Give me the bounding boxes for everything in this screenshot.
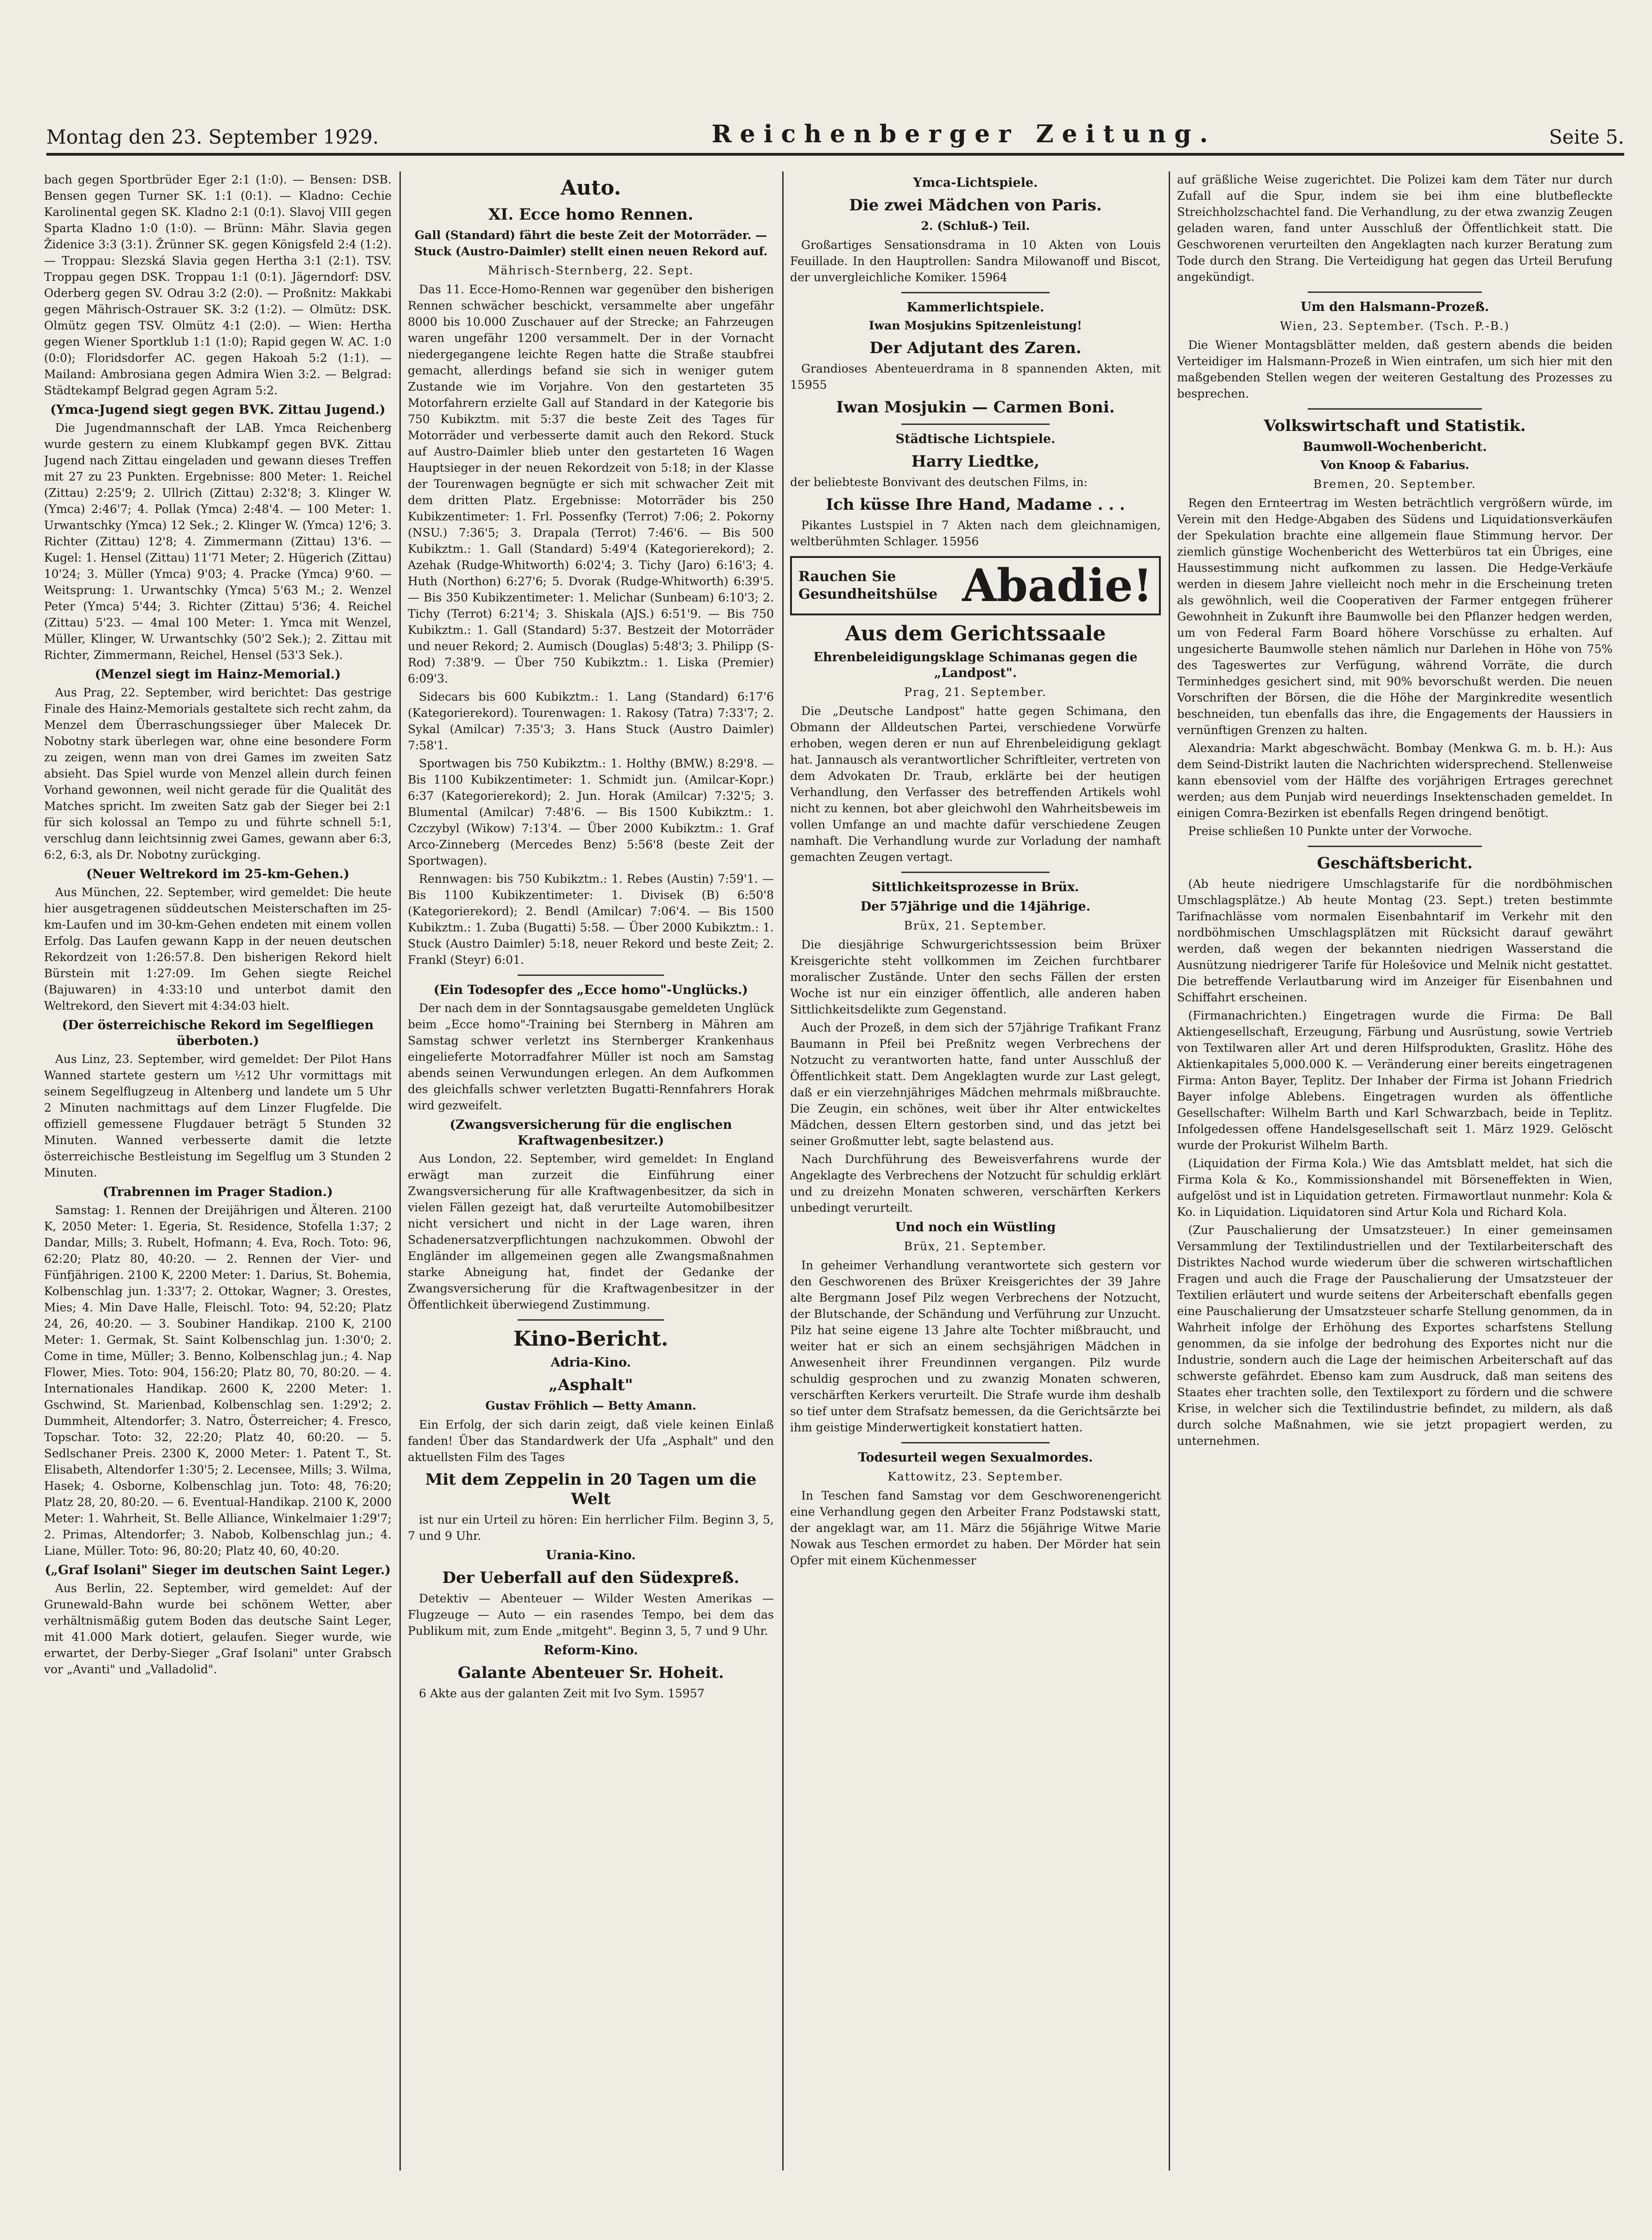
film-cast: Iwan Mosjukin — Carmen Boni. bbox=[836, 398, 1115, 417]
paragraph: Sidecars bis 600 Kubikztm.: 1. Lang (Standard) 6:17'6 (Kategorierekord). Tourenwagen: 1. Rakosy (Tatra) 7:33'7; 2. Sykal (Amilcar) 7:35'3; 3. Hans Stuck (Austro Daimler) 7:58'1. bbox=[408, 690, 774, 752]
paragraph: (Firmanachrichten.) Eingetragen wurde die Firma: De Ball Aktiengesellschaft, Erzeugung, Färbung und Ausrüstung, sowie Vertrieb von Textilwaren aller Art und deren Hilfsprodukten, Graslitz. Höhe des Aktienkapitales 5,000.000 K. — Veränderung einer bereits eingetragenen Firma: Anton Bayer, Teplitz. Der Inhaber der Firma ist Johann Friedrich Bayer infolge Ablebens. Eingetragen wurden als öffentliche Gesellschafter: Wilhelm Barth und Karl Schwarzbach, beide in Teplitz. Infolgedessen offene Handelsgesellschaft seit 1. März 1929. Gelöscht wurde der Prokurist Wilhelm Barth. bbox=[1177, 1009, 1613, 1152]
article-heading: Sittlichkeitsprozesse in Brüx. bbox=[872, 880, 1079, 894]
paragraph: Detektiv — Abenteuer — Wilder Westen Amerikas — Flugzeuge — Auto — ein rasendes Tempo, bei dem das Publikum mit, zum Ende „mitgeht". Beginn 3, 5, 7 und 9 Uhr. bbox=[408, 1592, 774, 1638]
paragraph: Aus Berlin, 22. September, wird gemeldet: Auf der Grunewald-Bahn wurde bei schönem Wetter, aber verhältnismäßig gutem Boden das deutsche Saint Leger, mit 41.000 Mark dotiert, gelaufen. Sieger wurde, wie erwartet, der Derby-Sieger „Graf Isolani" unter Grabsch vor „Avanti" und „Valladolid". bbox=[44, 1582, 392, 1676]
ad-text: Rauchen Sie bbox=[798, 569, 896, 585]
paragraph: bach gegen Sportbrüder Eger 2:1 (1:0). — Bensen: DSB. Bensen gegen Turner SK. 1:1 (0:1). — Kladno: Cechie Karolinental gegen SK. Kladno 2:1 (0:1). Slavoj VIII gegen Sparta Kladno 1:0 (1:0). — Brünn: Mähr. Slavia gegen Židenice 3:3 (3:1). Žrünner SK. gegen Königsfeld 2:4 (1:2). — Troppau: Slezská Slavia gegen Hertha 3:1 (2:1). TSV. Troppau gegen DSK. Troppau 1:1 (0:1). Jägerndorf: DSV. Oderberg gegen SV. Odrau 3:2 (2:0). — Proßnitz: Makkabi gegen Mährisch-Ostrauer SK. 3:2 (1:2). — Olmütz: DSK. Olmütz gegen TSV. Olmütz 4:1 (2:0). — Wien: Hertha gegen Wiener Sportklub 1:1 (1:0); Rapid gegen W. AC. 1:0 (0:0); Floridsdorfer AC. gegen Hakoah 5:2 (1:1). — Mailand: Ambrosiana gegen Admira Wien 3:2. — Belgrad: Städtekampf Belgrad gegen Agram 5:2. bbox=[44, 173, 392, 397]
page-number: Seite 5. bbox=[1549, 126, 1624, 148]
section-heading: Volkswirtschaft und Statistik. bbox=[1264, 417, 1526, 435]
article-heading: (Zwangsversicherung für die englischen Kraftwagenbesitzer.) bbox=[449, 1118, 732, 1148]
separator bbox=[901, 292, 1050, 293]
dateline: Wien, 23. September. (Tsch. P.-B.) bbox=[1280, 319, 1510, 333]
article-heading: Um den Halsmann-Prozeß. bbox=[1300, 300, 1489, 314]
film-title: Galante Abenteuer Sr. Hoheit. bbox=[457, 1664, 724, 1682]
abadie-advertisement bbox=[790, 556, 1161, 615]
dateline: Kattowitz, 23. September. bbox=[887, 1470, 1063, 1483]
paragraph: Nach Durchführung des Beweisverfahrens wurde der Angeklagte des Verbrechens der Notzucht für schuldig erklärt und zu dreizehn Monaten schweren, verschärften Kerkers unbedingt verurteilt. bbox=[790, 1152, 1161, 1215]
column-3 bbox=[790, 171, 1161, 2170]
paragraph: Die diesjährige Schwurgerichtssession beim Brüxer Kreisgerichte steht vollkommen im Zeichen furchtbarer moralischer Zustände. Unter den sechs Fällen der ersten Woche ist nur ein einziger öffentlich, alle anderen haben Sittlichkeitsdelikte zum Gegenstand. bbox=[790, 938, 1161, 1016]
paragraph: Sportwagen bis 750 Kubikztm.: 1. Holthy (BMW.) 8:29'8. — Bis 1100 Kubikzentimeter: 1. Schmidt jun. (Amilcar-Kopr.) 6:37 (Kategorierekord); 2. Jun. Horak (Amilcar) 7:32'5; 3. Blumental (Amilcar) 7:48'6. — Bis 1500 Kubikztm.: 1. Czczybyl (Wikow) 7:13'4. — Über 2000 Kubikztm.: 1. Graf Arco-Zinneberg (Mercedes Benz) 5:56'8 (beste Zeit der Sportwagen). bbox=[408, 757, 774, 867]
paragraph: Samstag: 1. Rennen der Dreijährigen und Älteren. 2100 K, 2050 Meter: 1. Egeria, St. Residence, Stofella 1:37; 2 Dandar, Mills; 3. Rubelt, Hofmann; 4. Eva, Roch. Toto: 96, 62:20; Platz 80, 40:20. — 2. Rennen der Vier- und Fünfjährigen. 2100 K, 2200 Meter: 1. Darius, St. Bohemia, Kolbenschlag jun. 1:33'7; 2. Ottokar, Wagner; 3. Orestes, Mies; 4. Min Dave Halle, Fleischl. Toto: 94, 52:20; Platz 24, 26, 40:20. — 3. Soubiner Handikap. 2100 K, 2100 Meter: 1. Germak, St. Saint Kolbenschlag jun. 1:30'0; 2. Come in time, Müller; 3. Benno, Kolbenschlag jun.; 4. Nap Flower, Mies. Toto: 904, 156:20; Platz 80, 70, 80:20. — 4. Internationales Handikap. 2600 K, 2200 Meter: 1. Gschwind, St. Marienbad, Kolbenschlag sen. 1:29'2; 2. Dummheit, Altendorfer; 3. Natro, Österreicher; 4. Fresco, Topschar. Toto: 32, 22:20; Platz 40, 60:20. — 5. Sedlschaner Preis. 2300 K, 2000 Meter: 1. Patent T., St. Elisabeth, Altendorfer 1:30'5; 2. Lecensee, Mills; 3. Wilma, Hasek; 4. Osborne, Kolbenschlag jun. Toto: 48, 76:20; Platz 28, 20, 80:20. — 6. Eventual-Handikap. 2100 K, 2000 Meter: 1. Wahrheit, St. Belle Alliance, Winkelmaier 1:29'7; 2. Primas, Altendorfer; 3. Nabob, Kolbenschlag jun.; 4. Liane, Müller. Toto: 96, 80:20; Platz 40, 60, 40:20. bbox=[44, 1203, 392, 1557]
paragraph: In Teschen fand Samstag vor dem Geschworenengericht eine Verhandlung gegen den Arbeiter Franz Podstawski statt, der angeklagt war, am 11. März die 56jährige Witwe Marie Nowak aus Teschen ermordet zu haben. Der Mörder hat sein Opfer mit einem Küchenmesser bbox=[790, 1489, 1161, 1567]
paragraph: Preise schließen 10 Punkte unter der Vorwoche. bbox=[1188, 824, 1472, 838]
separator bbox=[1308, 291, 1482, 293]
paragraph: (Ab heute niedrigere Umschlagstarife für die nordböhmischen Umschlagsplätze.) Ab heute Montag (23. Sept.) treten bestimmte Tarifnachlässe vom normalen Eisenbahntarif im Verkehr mit den nordböhmischen Umschlagsplätzen mit Rücksicht darauf gewährt werden, daß wegen der bekannten niedrigen Wasserstand die Ausnützung niedrigerer Tarife für Holešovice und Melnik nicht gestattet. Die betreffende Verlautbarung wird im Anzeiger für Eisenbahnen und Schiffahrt erscheinen. bbox=[1177, 877, 1613, 1004]
article-heading: (Menzel siegt im Hainz-Memorial.) bbox=[95, 667, 341, 682]
section-heading: Auto. bbox=[560, 176, 621, 200]
separator bbox=[518, 1319, 664, 1321]
ad-text: Gesundheitshülse bbox=[798, 586, 938, 602]
film-subtitle: 2. (Schluß-) Teil. bbox=[921, 219, 1030, 233]
film-cast: Gustav Fröhlich — Betty Amann. bbox=[485, 1399, 696, 1412]
film-star: Harry Liedtke, bbox=[911, 452, 1040, 471]
column-2 bbox=[408, 171, 774, 2170]
paragraph: auf gräßliche Weise zugerichtet. Die Polizei kam dem Täter nur durch Zufall auf die Spur, indem sie bei ihm eine blutbefleckte Streichholzschachtel fand. Die Verhandlung, zu der etwa zwanzig Zeugen geladen waren, fand unter Ausschluß der Öffentlichkeit statt. Die Geschworenen verurteilten den Angeklagten nach kurzer Beratung zum Tode durch den Strang. Die Verteidigung hat gegen das Urteil Berufung angekündigt. bbox=[1177, 173, 1613, 284]
paragraph: Aus Linz, 23. September, wird gemeldet: Der Pilot Hans Wanned startete gestern um ½12 Uhr vormittags mit seinem Segelflugzeug in Altenberg und landete um 5 Uhr 2 Minuten nachmittags auf dem Linzer Flugfelde. Die offiziell gemessene Flugdauer beträgt 5 Stunden 32 Minuten. Wanned verbesserte damit die letzte österreichische Bestleistung im Segelflug um 3 Stunden 2 Minuten. bbox=[44, 1052, 392, 1179]
paragraph: Die Wiener Montagsblätter melden, daß gestern abends die beiden Verteidiger im Halsmann-Prozeß in Wien eintrafen, um sich hier mit den maßgebenden Stellen wegen der weiteren Gestaltung des Prozesses zu besprechen. bbox=[1177, 338, 1613, 400]
separator bbox=[1308, 408, 1482, 410]
paragraph: Aus London, 22. September, wird gemeldet: In England erwägt man zurzeit die Einführung einer Zwangsversicherung für alle Kraftwagenbesitzer, da sich in vielen Fällen gezeigt hat, daß verurteilte Automobilbesitzer nicht versichert und nicht in der Lage waren, ihren Schadenersatzverpflichtungen nachzukommen. Obwohl der Engländer im allgemeinen gegen alle Zwangsmaßnahmen starke Abneigung hat, findet der Gedanke der Zwangsversicherung für die Kraftwagenbesitzer in der Öffentlichkeit überwiegend Zustimmung. bbox=[408, 1152, 774, 1311]
cinema-name: Urania-Kino. bbox=[545, 1548, 636, 1563]
dateline: Brüx, 21. September. bbox=[904, 1240, 1047, 1253]
masthead bbox=[46, 111, 1624, 156]
film-title: Der Adjutant des Zaren. bbox=[869, 339, 1082, 357]
newspaper-title: Reichenberger Zeitung. bbox=[711, 120, 1216, 148]
paragraph: der beliebteste Bonvivant des deutschen Films, in: bbox=[790, 475, 1088, 489]
article-heading: (Ein Todesopfer des „Ecce homo"-Unglücks.) bbox=[433, 983, 748, 997]
column-rule bbox=[782, 171, 784, 2170]
cinema-name: Reform-Kino. bbox=[544, 1643, 638, 1658]
paragraph: Die „Deutsche Landpost" hatte gegen Schimana, den Obmann der Alldeutschen Partei, verschiedene Vorwürfe erhoben, wegen deren er nun auf Ehrenbeleidigung geklagt hat. Jannausch als verantwortlicher Schriftleiter, vertreten von dem Advokaten Dr. Traub, erklärte bei der heutigen Verhandlung, den Verfasser des betreffenden Artikels wohl nicht zu kennen, bot aber gleichwohl den Wahrheitsbeweis im vollen Umfange an und machte dafür verschiedene Zeugen namhaft. Die Verhandlung wurde zur Vorladung der namhaft gemachten Zeugen vertagt. bbox=[790, 704, 1161, 864]
cinema-name: Ymca-Lichtspiele. bbox=[913, 176, 1038, 190]
cinema-name: Kammerlichtspiele. bbox=[906, 300, 1044, 315]
paragraph: Pikantes Lustspiel in 7 Akten nach dem gleichnamigen, weltberühmten Schlager. 15956 bbox=[790, 519, 1161, 548]
paragraph: Grandioses Abenteuerdrama in 8 spannenden Akten, mit 15955 bbox=[790, 362, 1161, 392]
article-heading: Und noch ein Wüstling bbox=[895, 1220, 1056, 1234]
film-title: „Asphalt" bbox=[549, 1376, 633, 1394]
paragraph: Ein Erfolg, der sich darin zeigt, daß viele keinen Einlaß fanden! Über das Standardwerk der Ufa „Asphalt" und den aktuellsten Film des Tages bbox=[408, 1418, 774, 1464]
film-title: Ich küsse Ihre Hand, Madame . . . bbox=[826, 495, 1125, 514]
section-heading: Geschäftsbericht. bbox=[1317, 854, 1473, 873]
film-title: Die zwei Mädchen von Paris. bbox=[849, 196, 1102, 215]
column-4 bbox=[1177, 171, 1613, 2170]
separator bbox=[1308, 846, 1482, 847]
article-heading: (Neuer Weltrekord im 25-km-Gehen.) bbox=[86, 867, 350, 881]
cinema-name: Städtische Lichtspiele. bbox=[895, 432, 1056, 446]
article-subtitle: Gall (Standard) fährt die beste Zeit der Motorräder. — Stuck (Austro-Daimler) stellt einen neuen Rekord auf. bbox=[414, 228, 768, 258]
separator bbox=[901, 872, 1050, 873]
cinema-name: Adria-Kino. bbox=[551, 1355, 631, 1370]
section-heading: Kino-Bericht. bbox=[513, 1327, 669, 1351]
byline: Von Knoop & Fabarius. bbox=[1320, 458, 1469, 472]
film-title: Mit dem Zeppelin in 20 Tagen um die Welt bbox=[425, 1470, 757, 1508]
film-tagline: Iwan Mosjukins Spitzenleistung! bbox=[869, 319, 1082, 332]
paragraph: Aus Prag, 22. September, wird berichtet: Das gestrige Finale des Hainz-Memorials gestaltete sich recht zahm, da Menzel dem Überraschungssieger über Malecek Dr. Nobotny stark überlegen war, ohne eine besondere Form zu zeigen, wenn man von drei Games im zweiten Satz absieht. Das Spiel wurde von Menzel allein durch feinen Vorhand gewonnen, weil nicht gerade für die Qualität des Matches spricht. Im zweiten Satz gab der Sieger bei 2:1 für sich kolossal an Tempo zu und führte schnell 5:1, verschlug dann leichtsinnig zwei Games, gewann aber 6:3, 6:2, 6:3, als Dr. Nobotny zurückging. bbox=[44, 686, 392, 861]
paragraph: Rennwagen: bis 750 Kubikztm.: 1. Rebes (Austin) 7:59'1. — Bis 1100 Kubikzentimeter: 1. Divisek (B) 6:50'8 (Kategorierekord); 2. Bendl (Amilcar) 7:06'4. — Bis 1500 Kubikztm.: 1. Zuba (Bugatti) 5:58. — Über 2000 Kubikztm.: 1. Stuck (Austro Daimler) 5:18, neuer Rekord und beste Zeit; 2. Frankl (Steyr) 6:01. bbox=[408, 872, 774, 967]
paragraph: Großartiges Sensationsdrama in 10 Akten von Louis Feuillade. In den Hauptrollen: Sandra Milowanoff und Biscot, der unvergleichliche Komiker. 15964 bbox=[790, 238, 1161, 284]
issue-date: Montag den 23. September 1929. bbox=[46, 126, 379, 148]
column-rule bbox=[399, 171, 401, 2170]
article-subheading: Der 57jährige und die 14jährige. bbox=[860, 899, 1091, 914]
paragraph: 6 Akte aus der galanten Zeit mit Ivo Sym. 15957 bbox=[419, 1687, 705, 1700]
ad-brand: Abadie! bbox=[962, 559, 1152, 612]
dateline: Prag, 21. September. bbox=[904, 685, 1047, 699]
dateline: Mährisch-Sternberg, 22. Sept. bbox=[487, 264, 694, 277]
column-1 bbox=[44, 171, 392, 2170]
paragraph: In geheimer Verhandlung verantwortete sich gestern vor den Geschworenen des Brüxer Kreisgerichtes der 39 Jahre alte Bergmann Josef Pilz wegen Verbrechens der Notzucht, der Blutschande, der Schändung und Verführung zur Unzucht. Pilz hat seine eigene 13 Jahre alte Tochter mißbraucht, und weiter hat er sich an einem sechsjährigen Mädchen in Anwesenheit ihrer Freundinnen vergangen. Pilz wurde schuldig gesprochen und zu zwanzig Monaten schweren, verschärften Kerkers verurteilt. Die Strafe wurde ihm deshalb so tief unter dem Strafsatz bemessen, da die Gerichtsärzte bei ihm geistige Minderwertigkeit konstatiert hatten. bbox=[790, 1259, 1161, 1434]
paragraph: Der nach dem in der Sonntagsausgabe gemeldeten Unglück beim „Ecce homo"-Training bei Sternberg in Mähren am Samstag schwer verletzt ins Sternberger Krankenhaus eingelieferte Motorradfahrer Müller ist noch am Samstag abends seinen Verwundungen erlegen. An dem Aufkommen des gleichfalls schwer verletzten Bugatti-Rennfahrers Horak wird gezweifelt. bbox=[408, 1001, 774, 1112]
paragraph: Das 11. Ecce-Homo-Rennen war gegenüber den bisherigen Rennen schwächer beschickt, versammelte aber ungefähr 8000 bis 10.000 Zuschauer auf der Strecke; an Fahrzeugen waren ungefähr 1200 versammelt. Der in der Vornacht niedergegangene leichte Regen hatte die Straße staubfrei gemacht, allerdings befand sie sich in weniger gutem Zustande wie im Vorjahre. Von den gestarteten 35 Motorfahrern erzielte Gall auf Standard in der Kategorie bis 750 Kubikztm. mit 5:37 die beste Zeit des Tages für Motorräder und verbesserte damit auch den Rekord. Stuck auf Austro-Daimler blieb unter den gestarteten 16 Wagen Hauptsieger in der neuen Rekordzeit von 5:18; in der Klasse der Tourenwagen begnügte er sich mit schwacher Zeit mit dem dritten Platz. Ergebnisse: Motorräder bis 250 Kubikzentimeter: 1. Frl. Possenfky (Terrot) 7:06; 2. Pokorny (NSU.) 7:36'5; 3. Drapala (Terrot) 7:46'6. — Bis 500 Kubikztm.: 1. Gall (Standard) 5:49'4 (Kategorierekord); 2. Azehak (Rudge-Whitworth) 6:02'4; 3. Tichy (Jaro) 6:16'3; 4. Huth (Northon) 6:27'6; 5. Dvorak (Rudge-Whitworth) 6:39'5. — Bis 350 Kubikzentimeter: 1. Melichar (Sunbeam) 6:10'3; 2. Tichy (Terrot) 6:21'4; 3. Shiskala (AJS.) 6:51'9. — Bis 750 Kubikztm.: 1. Gall (Standard) 5:37. Bestzeit der Motorräder und neuer Rekord; 2. Aumisch (Douglas) 5:48'3; 3. Philipp (S-Rod) 7:38'9. — Über 750 Kubikztm.: 1. Liska (Premier) 6:09'3. bbox=[408, 283, 774, 685]
paragraph: Alexandria: Markt abgeschwächt. Bombay (Menkwa G. m. b. H.): Aus dem Seind-Distrikt lauten die Nachrichten widersprechend. Stellenweise kann ebensoviel vom der Hälfte des vorjährigen Ertrages gerechnet werden; aus dem Punjab wird neuerdings Insektenschaden gemeldet. In einigen Comra-Bezirken ist ebenfalls Regen dringend benötigt. bbox=[1177, 741, 1613, 820]
paragraph: Die Jugendmannschaft der LAB. Ymca Reichenberg wurde gestern zu einem Klubkampf gegen BVK. Zittau Jugend nach Zittau eingeladen und gewann dieses Treffen mit 27 zu 23 Punkten. Ergebnisse: 800 Meter: 1. Reichel (Zittau) 2:25'9; 2. Ullrich (Zittau) 2:32'8; 3. Klinger W. (Ymca) 2:46'7; 4. Pollak (Ymca) 2:48'4. — 100 Meter: 1. Urwantschky (Ymca) 12 Sek.; 2. Klinger W. (Ymca) 12'6; 3. Richter (Zittau) 12'8; 4. Zimmermann (Zittau) 13'6. — Kugel: 1. Hensel (Zittau) 11'71 Meter; 2. Hügerich (Zittau) 10'24; 3. Müller (Ymca) 9'03; 4. Pracke (Ymca) 9'60. — Weitsprung: 1. Urwantschky (Ymca) 5'63 M.; 2. Wenzel Peter (Ymca) 5'44; 3. Richter (Zittau) 5'36; 4. Reichel (Zittau) 5'23. — 4mal 100 Meter: 1. Ymca mit Wenzel, Müller, Klinger, W. Urwantschky (50'2 Sek.); 2. Zittau mit Richter, Zimmermann, Reichel, Hensel (53'3 Sek.). bbox=[44, 421, 392, 662]
column-rule bbox=[1169, 171, 1170, 2170]
section-heading: Aus dem Gerichtssaale bbox=[845, 622, 1106, 645]
film-title: Der Ueberfall auf den Südexpreß. bbox=[442, 1569, 740, 1587]
article-title: XI. Ecce homo Rennen. bbox=[488, 205, 694, 224]
dateline: Brüx, 21. September. bbox=[904, 919, 1047, 932]
article-heading: Ehrenbeleidigungsklage Schimanas gegen die „Landpost". bbox=[813, 650, 1138, 680]
article-heading: (Der österreichische Rekord im Segelfliegen überboten.) bbox=[62, 1018, 374, 1048]
article-heading: Baumwoll-Wochenbericht. bbox=[1303, 440, 1487, 454]
paragraph: (Liquidation der Firma Kola.) Wie das Amtsblatt meldet, hat sich die Firma Kola & Ko., Kommissionshandel mit Börseneffekten in Wien, aufgelöst und ist in Liquidation getreten. Firmawortlaut nunmehr: Kola & Ko. in Liquidation. Liquidatoren sind Artur Kola und Richard Kola. bbox=[1177, 1157, 1613, 1219]
article-heading: („Graf Isolani" Sieger im deutschen Saint Leger.) bbox=[44, 1563, 391, 1577]
article-heading: (Trabrennen im Prager Stadion.) bbox=[102, 1185, 333, 1199]
dateline: Bremen, 20. September. bbox=[1313, 477, 1476, 491]
separator bbox=[901, 424, 1050, 425]
article-heading: (Ymca-Jugend siegt gegen BVK. Zittau Jugend.) bbox=[50, 403, 386, 417]
paragraph: Regen den Ernteertrag im Westen beträchtlich vergrößern würde, im Verein mit den Hedge-Abgaben des Südens und Liquidationsverkäufen der Spekulation brachte eine allgemein flaue Stimmung hervor. Der ziemlich günstige Wochenbericht des Wetterbüros tat ein Übriges, eine Haussestimmung nicht aufkommen zu lassen. Die Hedge-Verkäufe werden in diesem Jahre vielleicht noch mehr in die Erscheinung treten als gewöhnlich, weil die Cooperativen der Farmer entgegen früherer Gewohnheit in Zukunft ihre Baumwolle bei den Pflanzer hedgen werden, um von Federal Farm Board höhere Vorschüsse zu erhalten. Auf ungesicherte Baumwolle stehen nämlich nur Darlehen in Höhe von 75% des Tageswertes zur Verfügung, während Vorräte, die durch Terminhedges gesichert sind, mit 90% bevorschußt werden. Die neuen Vorschriften der Börsen, die die Höhe der Marginkredite wesentlich beschneiden, tun ebenfalls das ihre, die Engagements der Haussiers in vernünftigen Grenzen zu halten. bbox=[1177, 496, 1613, 737]
separator bbox=[901, 1442, 1050, 1443]
paragraph: Aus München, 22. September, wird gemeldet: Die heute hier ausgetragenen süddeutschen Meisterschaften im 25-km-Laufen und im 30-km-Gehen endeten mit einem vollen Erfolg. Das Laufen gewann Kapp in der neuen deutschen Rekordzeit von 1:26:57.8. Den bisherigen Rekord hielt Bürstein mit 1:27:09. Im Gehen siegte Reichel (Bajuwaren) in 4:33:10 und unterbot damit den Weltrekord, den Sievert mit 4:34:03 hielt. bbox=[44, 886, 392, 1012]
paragraph: ist nur ein Urteil zu hören: Ein herrlicher Film. Beginn 3, 5, 7 und 9 Uhr. bbox=[408, 1513, 774, 1543]
paragraph: Auch der Prozeß, in dem sich der 57jährige Trafikant Franz Baumann in Pfeil bei Preßnitz wegen Verbrechens der Notzucht zu verantworten hatte, fand unter Ausschluß der Öffentlichkeit statt. Dem Angeklagten wurde zur Last gelegt, daß er ein vierzehnjähriges Mädchen mehrmals mißbrauchte. Die Zeugin, ein schönes, weit über ihr Alter entwickeltes Mädchen, dessen Eltern gestorben sind, und das jetzt bei seiner Großmutter lebt, sagte belastend aus. bbox=[790, 1021, 1161, 1148]
article-heading: Todesurteil wegen Sexualmordes. bbox=[858, 1450, 1093, 1465]
paragraph: (Zur Pauschalierung der Umsatzsteuer.) In einer gemeinsamen Versammlung der Textilindustriellen und der Textilarbeiterschaft des Distriktes Nachod wurde wiederum über die schweren wirtschaftlichen Fragen und auch die Frage der Pauschalierung der Umsatzsteuer der Textilien erläutert und wurde seitens der Arbeiterschaft ebenfalls gegen eine Pauschalierung der Umsatzsteuer scharfe Stellung genommen, da in Wahrheit infolge der Erhöhung des Exportes scharfstens Stellung genommen, da sie infolge der bedrohung des Exportes nicht nur die Industrie, sondern auch die Lage der heimischen Arbeiterschaft auf das schwerste gefährdet. Ebenso kam zum Ausdruck, daß man seitens des Staates eher trachten solle, den Textilexport zu fördern und die schwere Krise, in welcher sich die Textilindustrie befindet, zu mildern, als daß durch solche Maßnahmen, wie sie jetzt propagiert werden, zu unternehmen. bbox=[1177, 1223, 1613, 1448]
separator bbox=[518, 974, 664, 976]
